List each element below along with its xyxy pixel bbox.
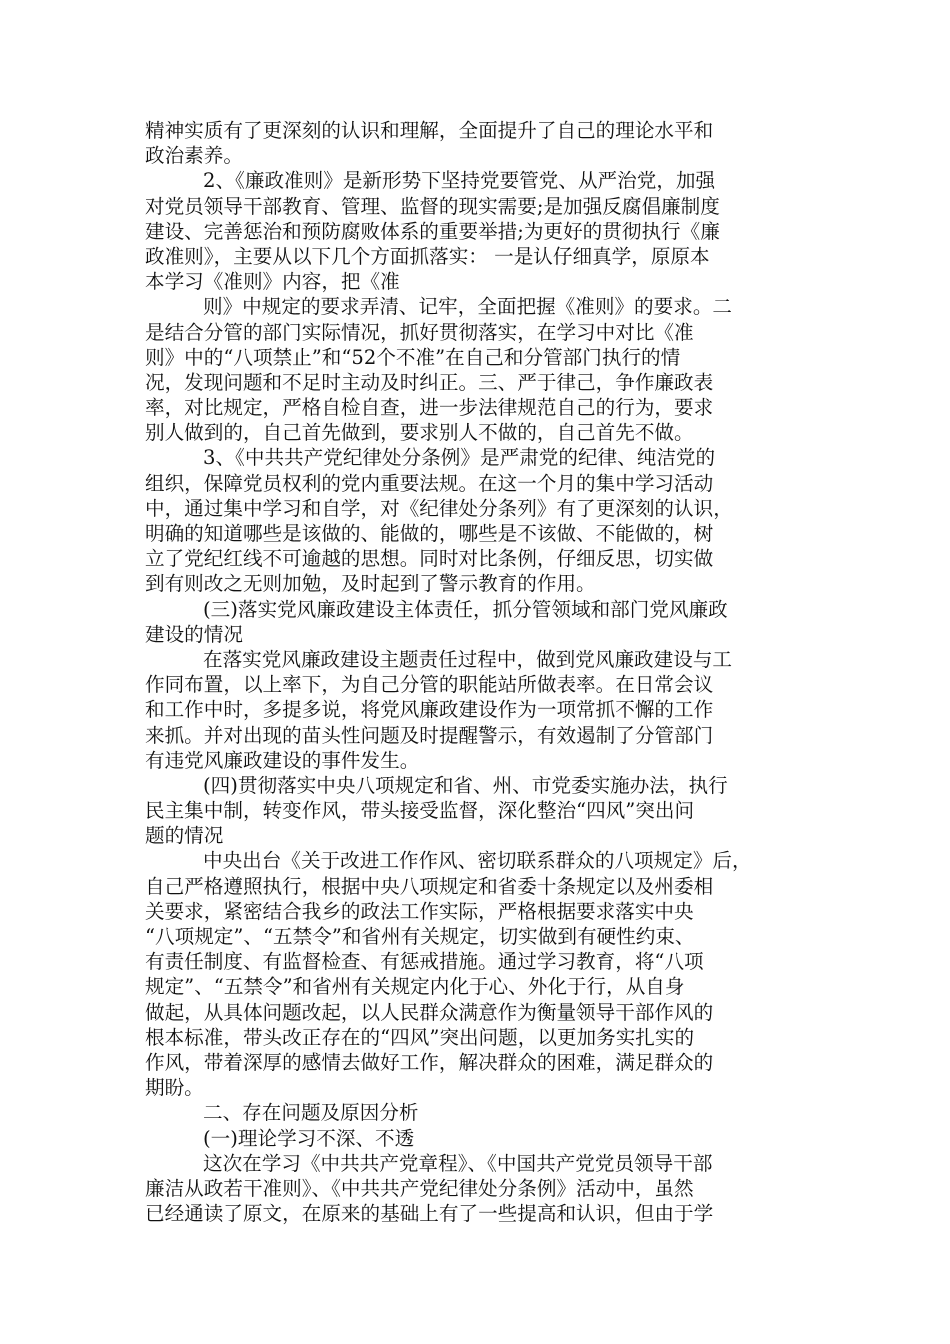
text-line: 关要求，紧密结合我乡的政法工作实际，严格根据要求落实中央 — [145, 899, 694, 923]
text-line: “八项规定”、“五禁令”和省州有关规定，切实做到有硬性约束、 — [145, 925, 695, 948]
text-line: (四)贯彻落实中央八项规定和省、州、市党委实施办法，执行 — [203, 773, 728, 797]
text-line: 根本标准，带头改正存在的“四风”突出问题，以更加务实扎实的 — [145, 1025, 695, 1049]
text-line: 是结合分管的部门实际情况，抓好贯彻落实，在学习中对比《准 — [145, 320, 694, 344]
text-line: 2、《廉政准则》是新形势下坚持党要管党、从严治党，加强 — [203, 169, 716, 193]
text-line: 来抓。并对出现的苗头性问题及时提醒警示，有效遏制了分管部门 — [145, 723, 714, 747]
text-line: 二、存在问题及原因分析 — [203, 1101, 419, 1125]
text-line: 对党员领导干部教育、管理、监督的现实需要;是加强反腐倡廉制度 — [145, 194, 720, 218]
text-line: 明确的知道哪些是该做的、能做的，哪些是不该做、不能做的，树 — [145, 522, 714, 545]
text-line: 中，通过集中学习和自学，对《纪律处分条列》有了更深刻的认识， — [145, 496, 733, 520]
text-line: 建设的情况 — [145, 622, 243, 646]
text-line: 3、《中共共产党纪律处分条例》是严肃党的纪律、纯洁党的 — [203, 446, 716, 470]
text-line: 精神实质有了更深刻的认识和理解，全面提升了自己的理论水平和 — [145, 119, 714, 142]
text-line: 这次在学习《中共共产党章程》、《中国共产党党员领导干部 — [203, 1151, 713, 1175]
text-line: 到有则改之无则加勉，及时起到了警示教育的作用。 — [145, 572, 596, 596]
document-page — [145, 118, 813, 1226]
text-line: 有违党风廉政建设的事件发生。 — [145, 748, 420, 772]
text-line: (一)理论学习不深、不透 — [203, 1126, 415, 1150]
text-line: 政治素养。 — [145, 144, 243, 168]
text-line: 题的情况 — [145, 824, 224, 848]
text-line: 率，对比规定，严格自检自查，进一步法律规范自己的行为，要求 — [145, 396, 714, 420]
text-line: 民主集中制，转变作风，带头接受监督，深化整治“四风”突出问 — [145, 799, 695, 823]
text-line: 做起，从具体问题改起，以人民群众满意作为衡量领导干部作风的 — [145, 1000, 714, 1024]
text-line: 则》中规定的要求弄清、记牢，全面把握《准则》的要求。二 — [203, 295, 733, 319]
text-line: 政准则》，主要从以下几个方面抓落实： 一是认仔细真学，原原本 — [145, 244, 710, 268]
text-line: (三)落实党风廉政建设主体责任，抓分管领域和部门党风廉政 — [203, 597, 728, 621]
text-line: 自己严格遵照执行，根据中央八项规定和省委十条规定以及州委相 — [145, 874, 714, 898]
text-line: 作风，带着深厚的感情去做好工作，解决群众的困难，满足群众的 — [145, 1050, 714, 1074]
text-line: 别人做到的，自己首先做到，要求别人不做的，自己首先不做。 — [145, 421, 694, 445]
text-line: 已经通读了原文，在原来的基础上有了一些提高和认识，但由于学 — [145, 1202, 714, 1226]
text-line: 廉洁从政若干准则》、《中共共产党纪律处分条例》活动中，虽然 — [145, 1176, 694, 1200]
text-line: 况，发现问题和不足时主动及时纠正。三、严于律己，争作廉政表 — [145, 370, 714, 394]
text-line: 期盼。 — [145, 1076, 204, 1100]
text-line: 本学习《准则》内容，把《准 — [145, 270, 400, 294]
text-line: 则》中的“八项禁止”和“52个不准”在自己和分管部门执行的情 — [145, 345, 681, 369]
text-line: 中央出台《关于改进工作作风、密切联系群众的八项规定》后， — [203, 849, 752, 873]
text-line: 和工作中时，多提多说，将党风廉政建设作为一项常抓不懈的工作 — [145, 698, 714, 722]
text-line: 在落实党风廉政建设主题责任过程中，做到党风廉政建设与工 — [203, 647, 733, 671]
text-line: 作同布置，以上率下，为自己分管的职能站所做表率。在日常会议 — [145, 673, 714, 697]
text-line: 规定”、“五禁令”和省州有关规定内化于心、外化于行，从自身 — [145, 975, 685, 999]
text-line: 组织，保障党员权利的党内重要法规。在这一个月的集中学习活动 — [145, 471, 714, 495]
text-line: 有责任制度、有监督检查、有惩戒措施。通过学习教育，将“八项 — [145, 950, 704, 974]
text-line: 立了党纪红线不可逾越的思想。同时对比条例，仔细反思，切实做 — [145, 547, 714, 571]
text-line: 建设、完善惩治和预防腐败体系的重要举措;为更好的贯彻执行《廉 — [145, 219, 720, 243]
